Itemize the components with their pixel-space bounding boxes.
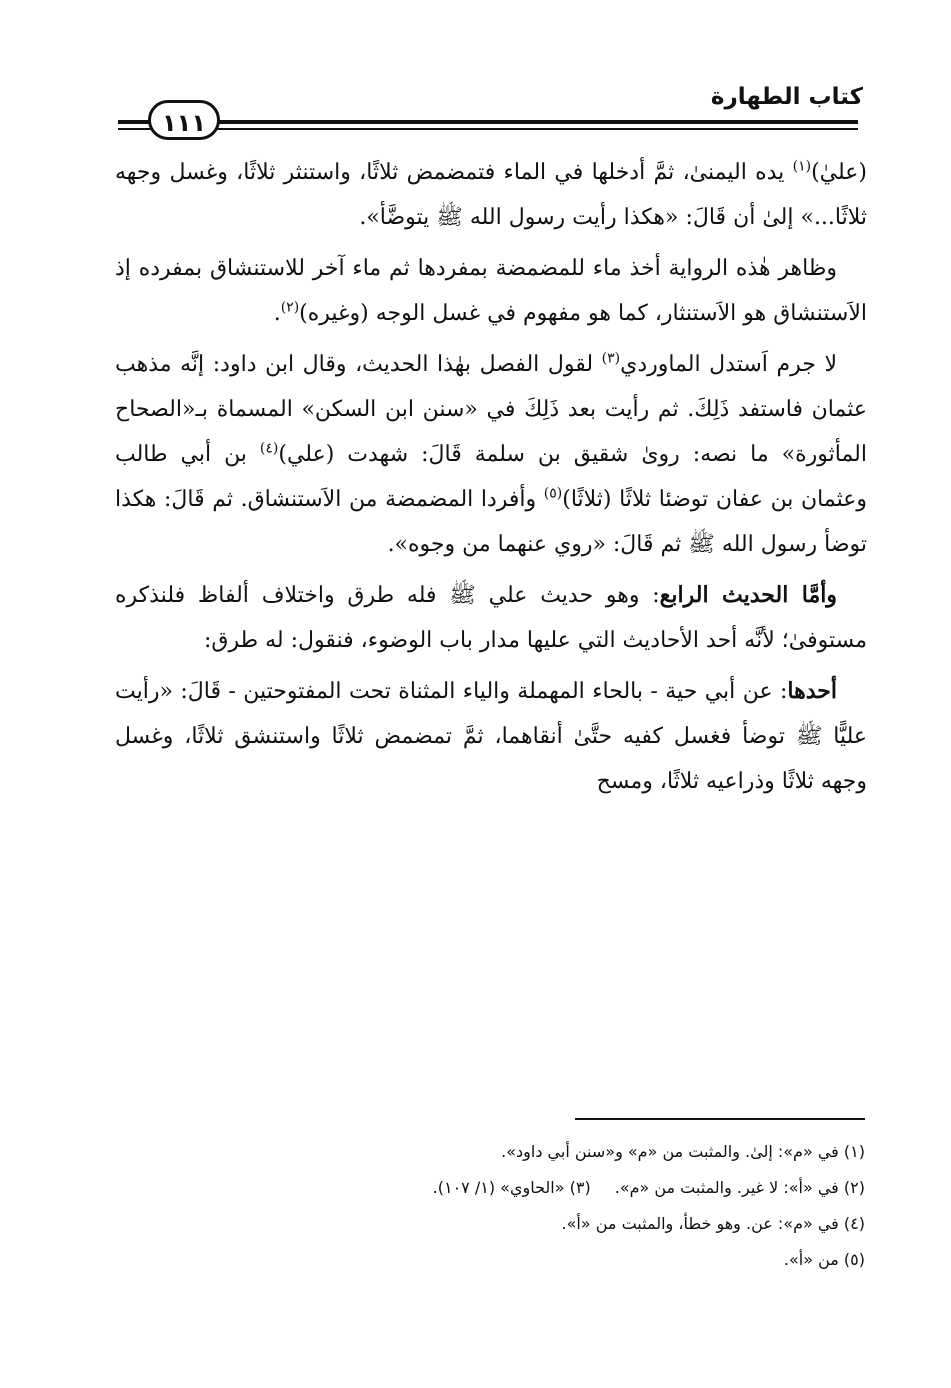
footnote-ref: (٣) (601, 350, 621, 367)
footnote-separator (575, 1118, 865, 1120)
running-header-title: كتاب الطهارة (710, 84, 863, 110)
footnote-2-3 (105, 1170, 865, 1206)
paragraph-3 (115, 342, 867, 567)
page-number: ١١١ (148, 100, 220, 140)
paragraph-text: : وهو حديث علي ﷺ فله طرق واختلاف ألفاظ فلنذكره مستوفىٰ؛ لأنَّه أحد الأحاديث التي عليها مدار باب الوضوء، فنقول: له طرق: (115, 583, 867, 653)
footnote-ref: (٥) (543, 485, 563, 502)
footnote-5: (٥) من «أ». (783, 1250, 865, 1269)
paragraph-text: يده اليمنىٰ، ثمَّ أدخلها في الماء فتمضمض ثلاثًا، واستنثر ثلاثًا، وغسل وجهه ثلاثًا...» إلىٰ أن قَالَ: «هكذا رأيت رسول الله ﷺ يتوضَّأ». (115, 160, 867, 230)
paragraph-2 (115, 246, 867, 336)
footnote-4: (٤) في «م»: عن. وهو خطأ، والمثبت من «أ». (561, 1214, 865, 1233)
paragraph-text: : عن أبي حية - بالحاء المهملة والياء المثناة تحت المفتوحتين - قَالَ: «رأيت عليًّا ﷺ توضأ فغسل كفيه حتَّىٰ أنقاهما، ثمَّ تمضمض ثلاثًا واستنشق ثلاثًا، وغسل وجهه ثلاثًا وذراعيه ثلاثًا، ومسح (115, 679, 867, 794)
footnotes (105, 1134, 865, 1278)
footnote-1: (١) في «م»: إلىٰ. والمثبت من «م» و«سنن أبي داود». (501, 1142, 865, 1161)
section-heading-inline: أحدها (787, 678, 837, 704)
paragraph-4 (115, 573, 867, 663)
footnote-3: (٣) «الحاوي» (١/ ١٠٧). (432, 1178, 591, 1197)
paragraph-text: وأفردا المضمضة من الاَستنشاق. ثم قَالَ: هكذا توضأ رسول الله ﷺ ثم قَالَ: «روي عنهما من وجوه». (115, 487, 867, 557)
header-rule-thick (118, 120, 858, 124)
section-heading-inline: وأمَّا الحديث الرابع (659, 582, 837, 608)
paragraph-text: . (273, 301, 281, 326)
footnote-ref: (٢) (280, 299, 300, 316)
paragraph-text: لقول الفصل بهٰذا الحديث، وقال ابن داود: إنَّه مذهب عثمان فاستفد ذَلِكَ. ثم رأيت بعد ذَلِكَ في «سنن ابن السكن» المسماة بـ«الصحاح المأثورة» ما نصه: رویٰ شقيق بن سلمة قَالَ: شهدت (علي) (115, 352, 867, 467)
paragraph-text: (عليٰ) (811, 160, 867, 185)
paragraph-1 (115, 150, 867, 240)
footnote-2: (٢) في «أ»: لا غير. والمثبت من «م». (614, 1178, 865, 1197)
body-text (115, 150, 867, 810)
paragraph-5 (115, 669, 867, 804)
header-rule-thin (118, 128, 858, 130)
paragraph-text: وظاهر هٰذه الرواية أخذ ماء للمضمضة بمفردها ثم ماء آخر للاستنشاق بمفرده إذ الاَستنشاق هو الاَستنثار، كما هو مفهوم في غسل الوجه (وغيره) (115, 256, 867, 326)
paragraph-text: بن أبي طالب وعثمان بن عفان توضئا ثلاثًا (ثلاثًا) (115, 442, 867, 512)
footnote-ref: (١) (792, 158, 812, 175)
paragraph-text: لا جرم اَستدل الماوردي (620, 352, 837, 377)
footnote-ref: (٤) (259, 440, 279, 457)
